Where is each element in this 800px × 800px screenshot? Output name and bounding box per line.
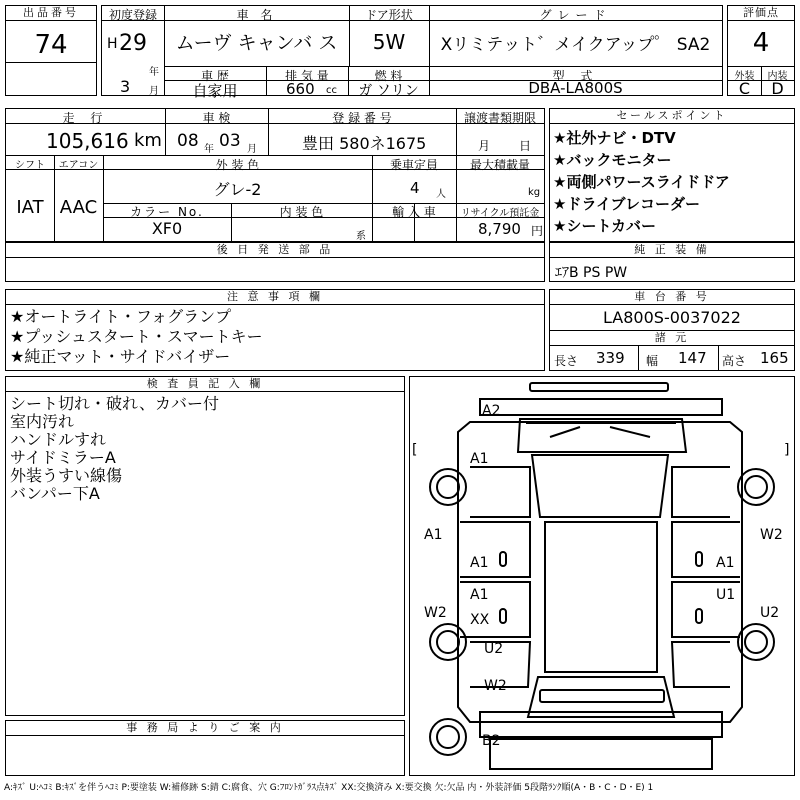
transfer-day: 日: [519, 139, 532, 153]
int-grade: D: [771, 79, 784, 98]
width: 147: [678, 349, 707, 367]
mileage-unit: km: [134, 130, 162, 151]
int-label: 内装: [767, 71, 788, 82]
list-item: ★純正マット・サイドバイザー: [10, 347, 231, 366]
model: DBA-LA800S: [528, 79, 623, 97]
lot-number-box: [5, 5, 97, 96]
reg-number-label: 登 録 番 号: [332, 111, 392, 125]
equipment: ｴｱB PS PW: [555, 265, 628, 281]
year-unit: 年: [149, 67, 159, 78]
shift: IAT: [16, 197, 44, 218]
list-item: 室内汚れ: [10, 412, 75, 431]
int-color-unit: 系: [356, 231, 366, 242]
notes-box: [5, 289, 545, 371]
displacement: 660: [286, 80, 315, 98]
inspector-box: [5, 376, 405, 716]
mark-fender-right: W2: [760, 527, 783, 543]
vehicle-header-box: [101, 5, 723, 100]
office-box: [5, 720, 405, 776]
mileage-label: 走 行: [62, 111, 109, 125]
inspection-year-unit: 年: [204, 144, 214, 155]
history: 自家用: [192, 82, 238, 100]
mark-rear-left-2: W2: [484, 678, 507, 694]
list-item: ★バックモニター: [553, 151, 672, 169]
month-unit: 月: [149, 86, 159, 97]
lot-number: 74: [34, 30, 68, 60]
equipment-label: 純 正 装 備: [550, 243, 794, 258]
width-label: 幅: [646, 354, 659, 368]
capacity: 4: [410, 179, 420, 197]
list-item: ★両側パワースライドドア: [553, 173, 730, 191]
car-damage-diagram: [410, 377, 794, 775]
chassis-box: [549, 289, 795, 371]
bracket-open: [: [412, 442, 418, 458]
color-label: 外 装 色: [215, 158, 260, 172]
inspection-month-unit: 月: [247, 144, 257, 155]
list-item: ★プッシュスタート・スマートキー: [10, 327, 263, 346]
color: グレ-2: [213, 180, 262, 199]
transfer-label: 譲渡書類期限: [463, 111, 536, 125]
mark-front: A2: [482, 403, 501, 419]
recycle: 8,790: [478, 220, 521, 238]
first-reg-label: 初度登録: [108, 8, 157, 22]
ext-label: 外装: [734, 71, 755, 82]
mark-sill-right: U2: [760, 605, 780, 621]
mileage: 105,616: [46, 129, 129, 153]
grade: Xリミテット゛メイクアップ゜ SA2: [440, 35, 711, 55]
inspection-year: 08: [177, 131, 199, 151]
car-name-label: 車 名: [236, 8, 277, 22]
list-item: バンパー下A: [10, 484, 100, 503]
mark-door-left-2: A1: [470, 587, 489, 603]
reg-month: 3: [120, 77, 131, 96]
inspection-label: 車 検: [202, 111, 231, 125]
list-item: ★社外ナビ・DTV: [553, 129, 676, 147]
model-label: 型 式: [552, 69, 599, 83]
score: 4: [752, 28, 770, 58]
mark-door-left-1: A1: [470, 555, 489, 571]
list-item: ★ドライブレコーダー: [553, 195, 700, 213]
ac-label: エアコン: [58, 160, 99, 171]
legend: A:ｷｽﾞ U:ﾍｺﾐ B:ｷｽﾞを伴うﾍｺﾐ P:要塗装 W:補修跡 S:錆 C:腐食、穴 G:ﾌﾛﾝﾄｶﾞﾗｽ点ｷｽﾞ XX:交換済み X:要交換 欠:欠品 内・外装評価 5段階ﾗﾝｸ順(A・B・C・D・E) 1: [4, 783, 654, 793]
recycle-unit: 円: [531, 224, 544, 238]
recycle-label: リサイクル預託金: [460, 208, 540, 219]
era: H: [107, 36, 118, 52]
color-no-label: カラー No.: [130, 205, 204, 219]
car-name: ムーヴ キャンバ ス: [175, 32, 338, 54]
equipment-box: [549, 242, 795, 282]
capacity-unit: 人: [436, 189, 446, 200]
specs-label: 諸 元: [550, 331, 794, 346]
sales-points-box: [549, 108, 795, 242]
list-item: サイドミラーA: [10, 448, 116, 467]
load-label: 最大積載量: [469, 158, 530, 172]
mark-door-left-2b: XX: [470, 612, 490, 628]
car-diagram-box: [409, 376, 795, 776]
history-label: 車 歴: [201, 69, 229, 83]
height-label: 高さ: [722, 354, 747, 368]
reg-year: 29: [119, 31, 147, 56]
mark-door-right-2: U1: [716, 587, 736, 603]
list-item: ★オートライト・フォグランプ: [10, 307, 232, 326]
later-parts-label: 後 日 発 送 部 品: [6, 243, 544, 258]
mark-door-right-1: A1: [716, 555, 735, 571]
sales-points-list: [553, 127, 730, 237]
chassis-number: LA800S-0037022: [603, 308, 741, 327]
displacement-label: 排 気 量: [285, 69, 329, 83]
score-box: [727, 5, 795, 96]
grade-label: グレード: [539, 8, 612, 22]
score-label: 評価点: [728, 6, 794, 21]
import-label: 輸 入 車: [392, 205, 436, 219]
notes-label: 注 意 事 項 欄: [6, 290, 544, 305]
ac: AAC: [59, 197, 98, 218]
sales-points-label: セールスポイント: [550, 109, 794, 124]
int-color-label: 内 装 色: [279, 205, 324, 219]
mark-hood-left: A1: [470, 451, 489, 467]
shift-label: シフト: [15, 160, 45, 171]
inspector-label: 検 査 員 記 入 欄: [6, 377, 404, 392]
later-parts-box: [5, 242, 545, 282]
ext-grade: C: [738, 79, 751, 98]
chassis-label: 車 台 番 号: [550, 290, 794, 305]
length-label: 長さ: [554, 354, 579, 368]
fuel: ガ ソリン: [358, 83, 419, 99]
load-unit: kg: [528, 187, 541, 198]
door-type: 5W: [372, 30, 406, 54]
mark-rear-left: U2: [484, 641, 504, 657]
mark-back: B2: [482, 733, 501, 749]
reg-number: 豊田 580ネ1675: [302, 134, 427, 153]
lot-number-label: 出品番号: [6, 6, 96, 21]
list-item: ★シートカバー: [553, 217, 656, 235]
list-item: 外装うすい線傷: [10, 466, 123, 485]
mark-sill-left: W2: [424, 605, 447, 621]
door-label: ドア形状: [365, 8, 413, 22]
details-box: [5, 108, 545, 242]
height: 165: [760, 349, 789, 367]
office-label: 事 務 局 よ り ご 案 内: [6, 721, 404, 736]
fuel-label: 燃 料: [374, 69, 403, 83]
length: 339: [596, 349, 625, 367]
displacement-unit: cc: [326, 85, 337, 96]
color-no: XF0: [151, 219, 183, 238]
list-item: シート切れ・破れ、カバー付: [10, 394, 219, 413]
capacity-label: 乗車定員: [389, 158, 438, 172]
mark-fender-left: A1: [424, 527, 443, 543]
list-item: ハンドルすれ: [10, 430, 107, 449]
bracket-close: ]: [784, 442, 790, 458]
transfer-month: 月: [478, 139, 491, 153]
inspection-month: 03: [219, 131, 241, 151]
